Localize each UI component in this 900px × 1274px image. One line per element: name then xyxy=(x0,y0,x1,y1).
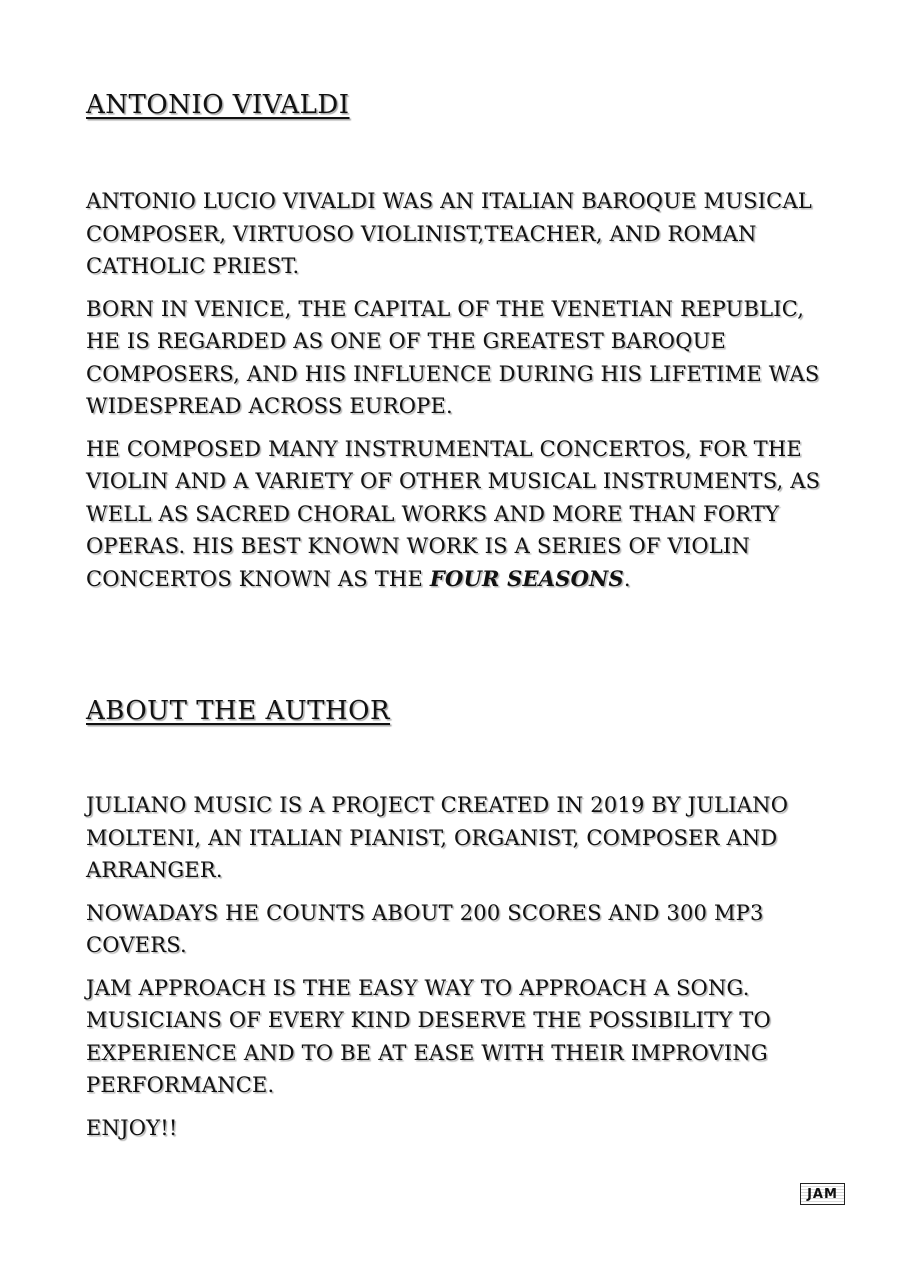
vivaldi-section-body xyxy=(86,185,826,605)
vivaldi-section-title: ANTONIO VIVALDI xyxy=(86,90,350,120)
author-paragraph-3: JAM APPROACH IS THE EASY WAY TO APPROACH A SONG. MUSICIANS OF EVERY KIND DESERVE THE POSSIBILITY TO EXPERIENCE AND TO BE AT EASE WITH THEIR IMPROVING PERFORMANCE. xyxy=(86,975,771,1097)
vivaldi-paragraph-1: ANTONIO LUCIO VIVALDI WAS AN ITALIAN BAROQUE MUSICAL COMPOSER, VIRTUOSO VIOLINIST,TEACHER, AND ROMAN CATHOLIC PRIEST. xyxy=(86,189,812,278)
jam-logo: JAM xyxy=(800,1183,845,1205)
author-paragraph-4: ENJOY!! xyxy=(86,1115,178,1140)
author-paragraph-2: NOWADAYS HE COUNTS ABOUT 200 SCORES AND 300 MP3 COVERS. xyxy=(86,900,764,957)
author-paragraph-1: JULIANO MUSIC IS A PROJECT CREATED IN 2019 BY JULIANO MOLTENI, AN ITALIAN PIANIST, ORGANIST, COMPOSER AND ARRANGER. xyxy=(86,793,789,882)
vivaldi-paragraph-3-end: . xyxy=(623,566,631,591)
author-section-title: ABOUT THE AUTHOR xyxy=(86,696,391,726)
four-seasons-emphasis: FOUR SEASONS xyxy=(429,565,624,591)
vivaldi-paragraph-2: BORN IN VENICE, THE CAPITAL OF THE VENETIAN REPUBLIC, HE IS REGARDED AS ONE OF THE GREATEST BAROQUE COMPOSERS, AND HIS INFLUENCE DURING HIS LIFETIME WAS WIDESPREAD ACROSS EUROPE. xyxy=(86,296,820,418)
vivaldi-paragraph-3 xyxy=(86,433,826,596)
vivaldi-paragraph-3-text: HE COMPOSED MANY INSTRUMENTAL CONCERTOS, FOR THE VIOLIN AND A VARIETY OF OTHER MUSICAL INSTRUMENTS, AS WELL AS SACRED CHORAL WORKS AND MORE THAN FORTY OPERAS. HIS BEST KNOWN WORK IS A SERIES OF VIOLIN CONCERTOS KNOWN AS THE xyxy=(86,436,821,591)
author-section-body xyxy=(86,789,826,1154)
